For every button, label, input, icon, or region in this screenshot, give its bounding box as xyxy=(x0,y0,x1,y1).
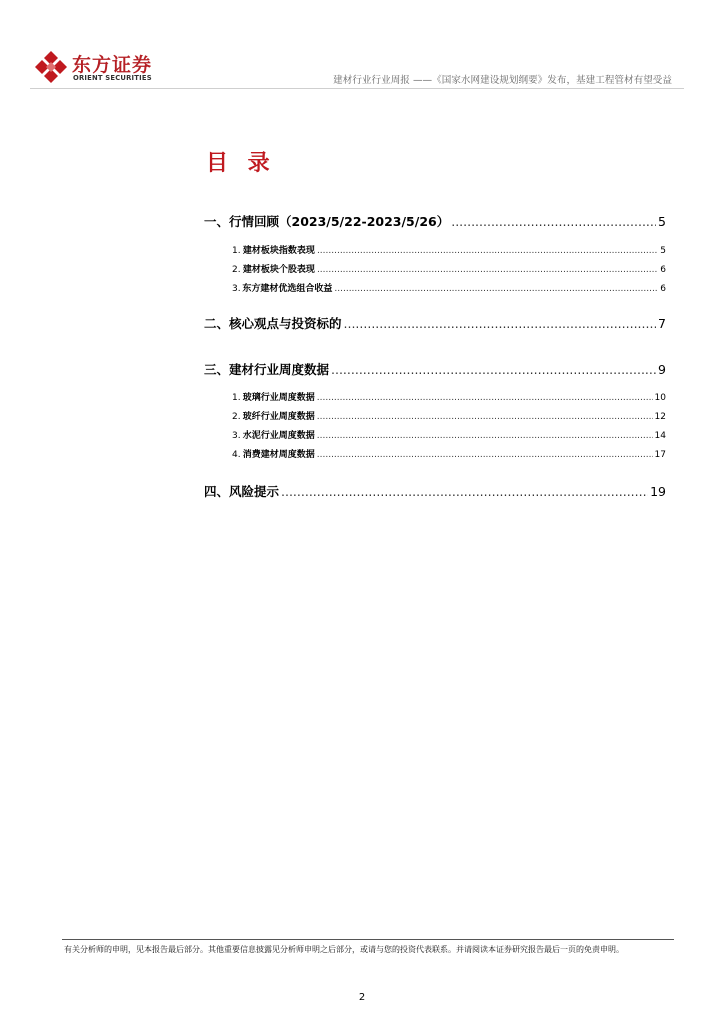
toc-entry[interactable] xyxy=(204,447,666,460)
logo-chinese-name: 东方证券 xyxy=(72,54,153,76)
page-header xyxy=(30,44,680,90)
toc-dot-leader xyxy=(317,431,653,441)
toc-entry-page: 5 xyxy=(658,214,666,229)
toc-entry-number: 1. xyxy=(232,246,241,256)
page-number: 2 xyxy=(358,992,366,1003)
toc-entry-number: 2. xyxy=(232,265,241,275)
toc-entry-page: 17 xyxy=(654,450,666,460)
toc-entry-page: 7 xyxy=(658,316,666,331)
toc-entry-label: 玻璃行业周度数据 xyxy=(242,393,315,403)
toc-dot-leader xyxy=(317,246,658,256)
toc-dot-leader xyxy=(344,316,657,331)
toc-entry[interactable] xyxy=(204,262,666,275)
toc-entry-page: 9 xyxy=(658,362,666,377)
toc-entry-number: 2. xyxy=(232,412,241,422)
toc-entry-label: 一、行情回顾（2023/5/22-2023/5/26） xyxy=(204,214,450,229)
toc-entry[interactable] xyxy=(204,409,666,422)
toc-entry-page: 19 xyxy=(650,484,666,499)
toc-entry-label: 水泥行业周度数据 xyxy=(242,431,315,441)
report-title: 建材行业行业周报 ——《国家水网建设规划纲要》发布，基建工程管材有望受益 xyxy=(333,75,672,86)
toc-entry[interactable] xyxy=(204,314,666,332)
toc-heading: 目 录 xyxy=(206,151,276,176)
toc-dot-leader xyxy=(317,450,653,460)
toc-entry-label: 三、建材行业周度数据 xyxy=(204,362,330,377)
toc-entry-page: 12 xyxy=(654,412,666,422)
toc-dot-leader xyxy=(331,362,656,377)
toc-entry-page: 5 xyxy=(660,246,666,256)
toc-entry-label: 玻纤行业周度数据 xyxy=(242,412,315,422)
toc-entry-page: 14 xyxy=(654,431,666,441)
toc-entry-label: 建材板块指数表现 xyxy=(242,246,315,256)
disclaimer-text: 有关分析师的申明，见本报告最后部分。其他重要信息披露见分析师申明之后部分，或请与您的投资代表联系。并请阅读本证券研究报告最后一页的免责申明。 xyxy=(64,945,624,954)
toc-dot-leader xyxy=(281,484,648,499)
toc-entry[interactable] xyxy=(204,212,666,230)
header-divider xyxy=(30,88,684,89)
toc-entry[interactable] xyxy=(204,390,666,403)
toc-entry-number: 3. xyxy=(232,431,241,441)
toc-entry-label: 四、风险提示 xyxy=(204,484,280,499)
toc-entry-number: 3. xyxy=(232,284,241,294)
toc-entry-label: 建材板块个股表现 xyxy=(242,265,315,275)
toc-entry[interactable] xyxy=(204,243,666,256)
toc-entry[interactable] xyxy=(204,360,666,378)
logo-english-name: ORIENT SECURITIES xyxy=(73,74,152,82)
company-logo xyxy=(30,44,190,90)
toc-entry-page: 6 xyxy=(660,265,666,275)
toc-entry[interactable] xyxy=(204,428,666,441)
toc-entry-number: 1. xyxy=(232,393,241,403)
toc-entry-label: 二、核心观点与投资标的 xyxy=(204,316,342,331)
toc-entry[interactable] xyxy=(204,281,666,294)
toc-entry-page: 10 xyxy=(654,393,666,403)
toc-entry-page: 6 xyxy=(660,284,666,294)
toc-dot-leader xyxy=(334,284,658,294)
toc-dot-leader xyxy=(451,214,656,229)
toc-entry[interactable] xyxy=(204,482,666,500)
toc-entry-label: 东方建材优选组合收益 xyxy=(242,284,333,294)
toc-entry-number: 4. xyxy=(232,450,241,460)
toc-dot-leader xyxy=(317,265,658,275)
footer-divider xyxy=(62,939,674,940)
toc-dot-leader xyxy=(317,412,653,422)
orient-securities-logo-icon xyxy=(34,50,68,84)
toc-dot-leader xyxy=(317,393,653,403)
toc-entry-label: 消费建材周度数据 xyxy=(242,450,315,460)
